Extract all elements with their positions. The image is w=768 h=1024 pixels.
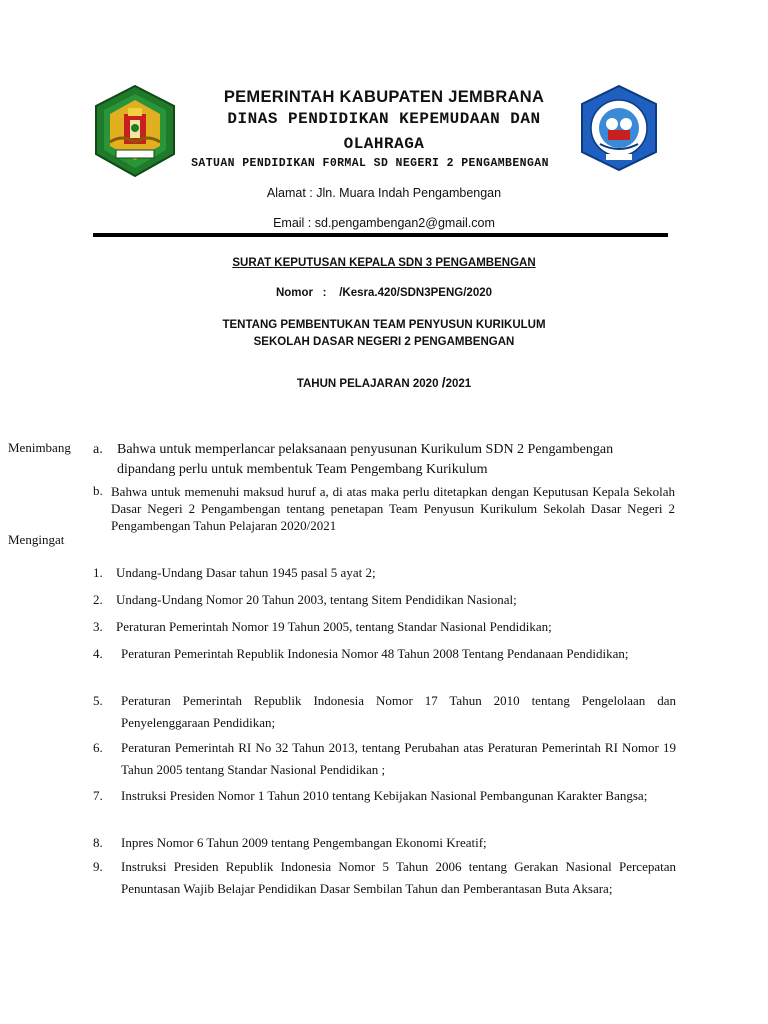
remembering-item-8-text: Inpres Nomor 6 Tahun 2009 tentang Pengembangan Ekonomi Kreatif; [121,835,487,850]
considering-item-a-line1: Bahwa untuk memperlancar pelaksanaan penyusunan Kurikulum SDN 2 Pengambengan [117,442,614,457]
remembering-item-8-num: 8. [93,835,103,850]
school-unit-name: SATUAN PENDIDIKAN F0RMAL SD NEGERI 2 PENGAMBENGAN [191,157,549,170]
school-email: Email : sd.pengambengan2@gmail.com [273,216,495,230]
academic-year-end: 2021 [445,378,472,390]
remembering-item-3-text: Peraturan Pemerintah Nomor 19 Tahun 2005, tentang Standar Nasional Pendidikan; [116,619,552,634]
considering-item-a-line2: dipandang perlu untuk membentuk Team Pengembang Kurikulum [117,462,488,477]
remembering-item-5-text: Peraturan Pemerintah Republik Indonesia Nomor 17 Tahun 2010 tentang Pengelolaan dan Penyelenggaraan Pendidikan; [121,693,676,730]
letterhead-divider [93,233,668,237]
remembering-item-7-num: 7. [93,788,103,803]
remembering-item-6-text: Peraturan Pemerintah RI No 32 Tahun 2013, tentang Perubahan atas Peraturan Pemerintah RI Nomor 19 Tahun 2005 tentang Standar Nasional Pendidikan ; [121,740,676,777]
considering-item-b-text: Bahwa untuk memenuhi maksud huruf a, di atas maka perlu ditetapkan dengan Keputusan Kepala Sekolah Dasar Negeri 2 Pengambengan tentang penetapan Team Penyusun Kurikulum Sekolah Dasar Negeri 2 Pengambengan Tahun Pelajaran 2020/2021 [111,484,675,533]
remembering-item-9-num: 9. [93,859,103,874]
considering-label: Menimbang [8,440,71,455]
remembering-item-9-text: Instruksi Presiden Republik Indonesia Nomor 5 Tahun 2006 tentang Gerakan Nasional Percepatan Penuntasan Wajib Belajar Pendidikan Dasar Sembilan Tahun dan Pemberantasan Buta Aksara; [121,859,676,896]
remembering-item-6-num: 6. [93,740,103,755]
academic-year [0,374,768,390]
remembering-label: Mengingat [8,532,65,547]
academic-year-separator: / [441,374,446,390]
decree-subject-line1: TENTANG PEMBENTUKAN TEAM PENYUSUN KURIKULUM [222,319,546,331]
decree-title: SURAT KEPUTUSAN KEPALA SDN 3 PENGAMBENGAN [232,257,536,269]
government-name: PEMERINTAH KABUPATEN JEMBRANA [223,88,545,106]
department-name-line1: DINAS PENDIDIKAN KEPEMUDAAN DAN [227,110,541,128]
remembering-item-5-num: 5. [93,693,103,708]
academic-year-start: TAHUN PELAJARAN 2020 [296,378,439,390]
remembering-item-2-text: Undang-Undang Nomor 20 Tahun 2003, tentang Sitem Pendidikan Nasional; [116,592,517,607]
school-address: Alamat : Jln. Muara Indah Pengambengan [266,186,502,200]
department-name-line2: OLAHRAGA [343,135,425,153]
remembering-item-2-num: 2. [93,592,103,607]
considering-item-a-marker: a. [93,442,103,457]
remembering-item-7-text: Instruksi Presiden Nomor 1 Tahun 2010 tentang Kebijakan Nasional Pembangunan Karakter Bangsa; [121,788,648,803]
decree-number: Nomor : /Kesra.420/SDN3PENG/2020 [275,287,493,299]
remembering-item-4-num: 4. [93,646,103,661]
decree-subject-line2: SEKOLAH DASAR NEGERI 2 PENGAMBENGAN [253,336,515,348]
remembering-item-1-num: 1. [93,565,103,580]
remembering-item-1-text: Undang-Undang Dasar tahun 1945 pasal 5 ayat 2; [116,565,376,580]
considering-item-b-marker: b. [93,483,103,498]
remembering-item-3-num: 3. [93,619,103,634]
remembering-item-4-text: Peraturan Pemerintah Republik Indonesia Nomor 48 Tahun 2008 Tentang Pendanaan Pendidikan; [121,646,629,661]
